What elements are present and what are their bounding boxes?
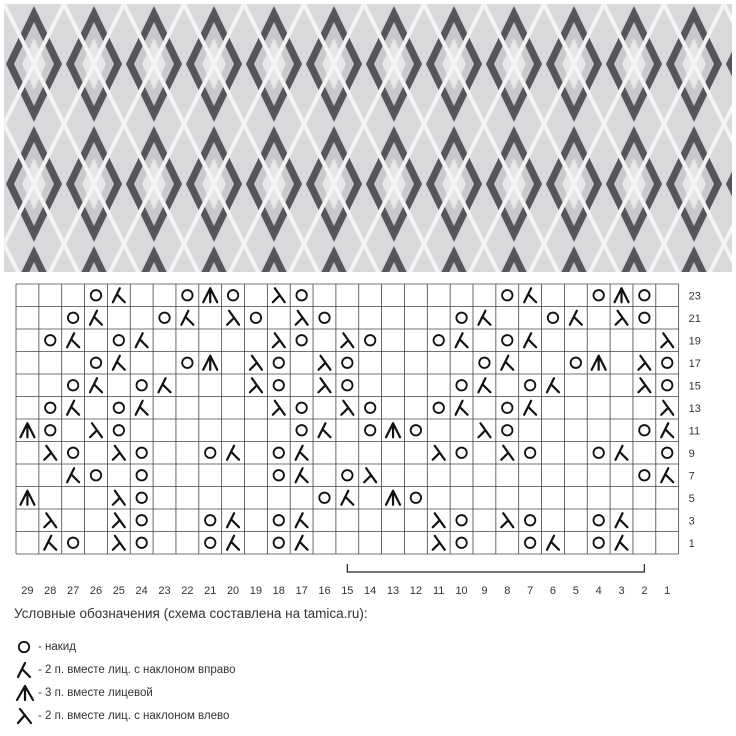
k2tog-right-symbol [524,288,536,302]
k3tog-symbol [615,288,629,302]
column-label: 11 [433,585,445,596]
k2tog-right-symbol [296,468,308,482]
yarn-over-symbol [662,380,672,390]
yarn-over-symbol [182,290,192,300]
k2tog-right-symbol [570,311,582,325]
yarn-over-symbol [274,380,284,390]
k2tog-right-symbol [113,356,125,370]
yarn-over-symbol [114,335,124,345]
column-labels [21,585,670,596]
k2tog-left-symbol [433,446,445,460]
k2tog-right-symbol [90,378,102,392]
k2tog-left-symbol [478,423,490,437]
yarn-over-symbol [205,448,215,458]
k2tog-left-symbol [44,513,56,527]
k2tog-left-symbol [661,333,673,347]
k2tog-left-symbol [250,356,262,370]
yarn-over-symbol [319,313,329,323]
k2tog-left-symbol [273,333,285,347]
yarn-over-symbol [136,380,146,390]
legend-text-yarn-over: - накид [38,640,76,653]
column-label: 17 [295,585,308,596]
column-label: 28 [44,585,57,596]
yarn-over-symbol [502,290,512,300]
yarn-over-symbol [136,470,146,480]
k2tog-left-symbol [501,446,513,460]
row-label: 15 [688,380,701,393]
k2tog-right-symbol [113,288,125,302]
k2tog-left-symbol [44,446,56,460]
yarn-over-symbol [342,358,352,368]
k2tog-left-symbol [296,311,308,325]
k2tog-left-symbol [433,513,445,527]
column-label: 26 [89,585,103,596]
yarn-over-symbol [159,313,169,323]
column-label: 21 [204,585,217,596]
k3tog-symbol [203,288,217,302]
yarn-over-symbol [68,448,78,458]
yarn-over-symbol [68,380,78,390]
legend-title: Условные обозначения (схема составлена на tamica.ru): [14,606,368,621]
k2tog-right-symbol [478,311,490,325]
column-label: 29 [21,585,34,596]
legend-text-k2tog-right: - 2 п. вместе лиц. с наклоном вправо [38,663,236,676]
yarn-over-symbol [662,358,672,368]
k2tog-left-symbol [90,423,102,437]
k2tog-right-symbol [616,536,628,550]
k3tog-icon [14,683,36,703]
column-label: 9 [481,585,488,596]
column-label: 13 [386,585,400,596]
k2tog-left-symbol [113,491,125,505]
column-label: 25 [112,585,125,596]
k2tog-left-icon [14,706,36,726]
k2tog-left-symbol [638,356,650,370]
k3tog-symbol [20,491,34,505]
yarn-over-symbol [274,470,284,480]
yarn-over-symbol [114,403,124,413]
column-label: 18 [272,585,285,596]
yarn-over-symbol [502,335,512,345]
k2tog-left-symbol [341,333,353,347]
lace-photo [4,4,732,272]
yarn-over-symbol [182,358,192,368]
k3tog-symbol [386,423,400,437]
k2tog-left-symbol [113,513,125,527]
yarn-over-symbol [479,358,489,368]
yarn-over-symbol [228,290,238,300]
k2tog-left-symbol [113,536,125,550]
column-label: 2 [641,585,648,596]
yarn-over-symbol [525,538,535,548]
k2tog-right-symbol [67,401,79,415]
k2tog-left-symbol [318,356,330,370]
k2tog-right-symbol [524,401,536,415]
legend-item-yarn-over [14,635,714,658]
yarn-over-symbol [91,290,101,300]
k2tog-right-symbol [547,536,559,550]
column-label: 27 [67,585,80,596]
k2tog-right-symbol [136,401,148,415]
yarn-over-symbol [593,448,603,458]
yarn-over-symbol [274,448,284,458]
row-label: 5 [688,492,695,505]
yarn-over-symbol [434,403,444,413]
k2tog-right-symbol [227,446,239,460]
legend-item-k2tog-right [14,658,714,681]
yarn-over-symbol [136,515,146,525]
column-label: 16 [318,585,331,596]
k2tog-right-symbol [181,311,193,325]
row-label: 9 [688,447,695,460]
k2tog-right-symbol [524,333,536,347]
k2tog-right-icon [14,660,36,680]
k2tog-left-symbol [501,513,513,527]
yarn-over-symbol [456,515,466,525]
row-label: 17 [688,357,701,370]
yarn-over-symbol [639,425,649,435]
yarn-over-symbol [45,335,55,345]
column-label: 3 [618,585,625,596]
k2tog-left-symbol [364,468,376,482]
k2tog-left-symbol [227,311,239,325]
repeat-bracket-line [347,564,644,572]
yarn-over-symbol [296,335,306,345]
yarn-over-symbol [571,358,581,368]
yarn-over-symbol [502,403,512,413]
column-label: 19 [249,585,263,596]
k2tog-right-symbol [547,378,559,392]
yarn-over-symbol [136,538,146,548]
yarn-over-symbol [525,515,535,525]
yarn-over-symbol [525,448,535,458]
yarn-over-symbol [274,515,284,525]
column-label: 12 [409,585,422,596]
legend [14,606,714,727]
k2tog-right-symbol [227,536,239,550]
yarn-over-symbol [274,358,284,368]
yarn-over-symbol [365,335,375,345]
yarn-over-symbol [342,380,352,390]
row-labels [689,290,701,550]
k2tog-right-symbol [341,491,353,505]
yarn-over-symbol [662,448,672,458]
repeat-bracket [347,564,644,572]
yarn-over-icon [14,637,36,657]
k2tog-right-symbol [227,513,239,527]
yarn-over-symbol [91,470,101,480]
yarn-over-symbol [296,290,306,300]
yarn-over-symbol [296,403,306,413]
yarn-over-symbol [593,290,603,300]
column-label: 7 [527,585,534,596]
yarn-over-symbol [525,380,535,390]
yarn-over-symbol [91,358,101,368]
column-label: 6 [549,585,557,596]
k3tog-symbol [386,491,400,505]
row-label: 7 [688,470,695,483]
k2tog-left-symbol [616,311,628,325]
k2tog-right-symbol [90,311,102,325]
k2tog-right-symbol [478,378,490,392]
yarn-over-symbol [639,470,649,480]
yarn-over-symbol [319,493,329,503]
column-label: 23 [158,585,171,596]
yarn-over-symbol [502,425,512,435]
yarn-over-symbol [639,313,649,323]
k2tog-right-symbol [67,333,79,347]
k2tog-right-symbol [159,378,171,392]
column-label: 4 [595,585,602,596]
yarn-over-symbol [365,425,375,435]
k2tog-right-symbol [136,333,148,347]
yarn-over-symbol [548,313,558,323]
k2tog-right-symbol [616,513,628,527]
yarn-over-symbol [456,448,466,458]
k2tog-right-symbol [501,356,513,370]
knitting-chart [0,276,736,596]
row-label: 19 [688,335,701,348]
k2tog-right-symbol [318,423,330,437]
column-label: 8 [504,585,511,596]
yarn-over-symbol [45,425,55,435]
row-label: 3 [688,515,695,528]
column-label: 1 [664,585,671,596]
yarn-over-symbol [296,425,306,435]
k2tog-right-symbol [456,333,468,347]
column-label: 15 [341,585,354,596]
column-label: 10 [455,585,468,596]
column-label: 24 [135,585,148,596]
column-label: 20 [226,585,240,596]
k2tog-left-symbol [250,378,262,392]
yarn-over-symbol [251,313,261,323]
row-label: 11 [688,425,701,438]
k2tog-left-symbol [341,401,353,415]
row-label: 21 [688,312,701,325]
row-label: 13 [688,402,701,415]
k2tog-left-symbol [273,288,285,302]
legend-text-k3tog: - 3 п. вместе лицевой [38,686,153,699]
k2tog-right-symbol [296,446,308,460]
column-label: 14 [364,585,377,596]
yarn-over-symbol [456,313,466,323]
k2tog-right-symbol [67,468,79,482]
yarn-over-symbol [68,538,78,548]
yarn-over-symbol [342,470,352,480]
k3tog-symbol [203,356,217,370]
yarn-over-symbol [274,538,284,548]
yarn-over-symbol [205,515,215,525]
yarn-over-symbol [68,313,78,323]
k2tog-left-symbol [318,378,330,392]
k2tog-right-symbol [296,536,308,550]
yarn-over-symbol [136,448,146,458]
legend-text-k2tog-left: - 2 п. вместе лиц. с наклоном влево [38,709,230,722]
legend-item-k2tog-left [14,704,714,727]
column-label: 5 [572,585,579,596]
k3tog-symbol [592,356,606,370]
k2tog-right-symbol [661,468,673,482]
yarn-over-symbol [114,425,124,435]
yarn-over-symbol [456,538,466,548]
yarn-over-symbol [456,380,466,390]
yarn-over-symbol [365,403,375,413]
yarn-over-symbol [639,290,649,300]
k2tog-left-symbol [433,536,445,550]
k2tog-right-symbol [296,513,308,527]
yarn-over-symbol [593,515,603,525]
yarn-over-symbol [411,425,421,435]
k2tog-left-symbol [273,401,285,415]
yarn-over-symbol [593,538,603,548]
yarn-over-symbol [411,493,421,503]
row-label: 23 [688,290,701,303]
k2tog-right-symbol [616,446,628,460]
yarn-over-symbol [136,493,146,503]
row-label: 1 [688,537,695,550]
k2tog-right-symbol [44,536,56,550]
k2tog-left-symbol [113,446,125,460]
k3tog-symbol [20,423,34,437]
yarn-over-symbol [205,538,215,548]
k2tog-right-symbol [661,423,673,437]
k2tog-left-symbol [638,378,650,392]
k2tog-left-symbol [661,401,673,415]
k2tog-right-symbol [456,401,468,415]
yarn-over-symbol [434,335,444,345]
column-label: 22 [181,585,194,596]
legend-item-k3tog [14,681,714,704]
yarn-over-symbol [45,403,55,413]
